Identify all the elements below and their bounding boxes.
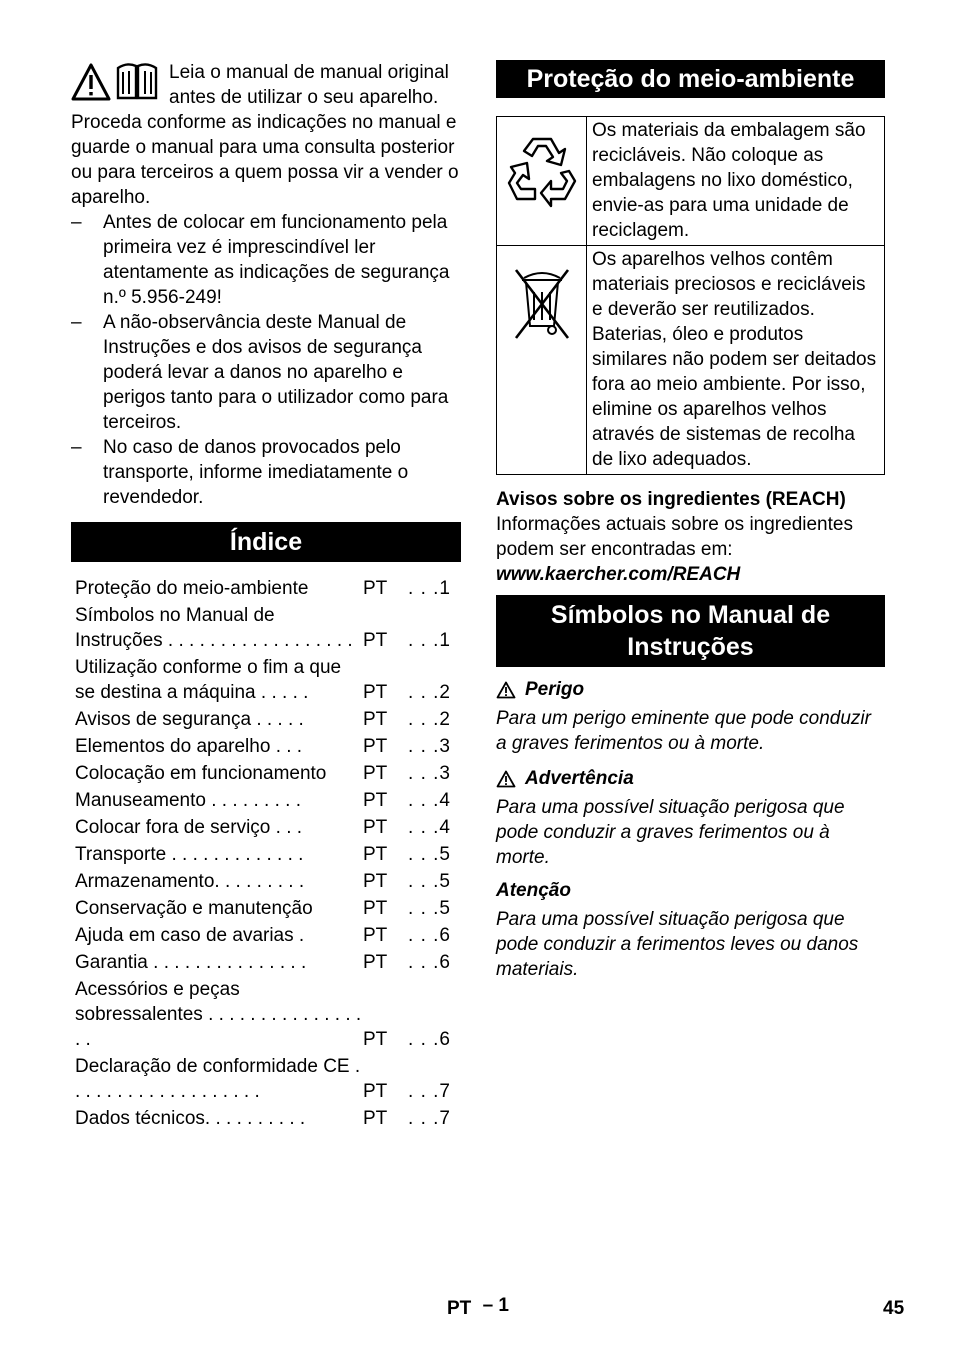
intro-text: Leia o manual de manual original antes de utilizar o seu aparelho. Proceda conforme as indicações no manual e guarde o manual para uma consulta posterior ou para terceiros a quem possa vir a vender o aparelho. <box>71 62 459 208</box>
toc-entry-lang: PT <box>363 763 388 784</box>
footer-lang: PT <box>447 1298 472 1319</box>
toc-entry-title: Dados técnicos. . . . . . . . . . <box>75 1108 306 1129</box>
toc-entry-title: Avisos de segurança . . . . . <box>75 709 304 730</box>
warning-triangle-icon <box>71 62 111 102</box>
intro-block <box>71 60 461 210</box>
toc-entry-lang: PT <box>363 630 388 651</box>
footer-page-label <box>447 1296 509 1321</box>
toc-entry[interactable] <box>75 869 457 894</box>
page-number: 45 <box>883 1298 905 1319</box>
toc-entry-title: Elementos do aparelho . . . <box>75 736 303 757</box>
toc-entry-lang: PT <box>363 682 388 703</box>
toc-entry-page: . . .4 <box>408 817 451 838</box>
toc-entry-lang: PT <box>363 844 388 865</box>
toc-entry-lang: PT <box>363 709 388 730</box>
toc-entry-lang: PT <box>363 925 388 946</box>
toc-entry-title: Utilização conforme o fim a que se destina a máquina . . . . . <box>75 657 342 703</box>
toc-entry-title: Garantia . . . . . . . . . . . . . . . <box>75 952 307 973</box>
environment-row <box>497 117 884 245</box>
toc-entry-lang: PT <box>363 790 388 811</box>
environment-text: Os materiais da embalagem são recicláveis. Não coloque as embalagens no lixo doméstico, envie-as para uma unidade de reciclagem. <box>592 120 866 241</box>
left-column <box>71 60 461 1133</box>
toc-entry-lang: PT <box>363 578 388 599</box>
toc-entry-title: Transporte . . . . . . . . . . . . . <box>75 844 304 865</box>
toc-entry-title: Acessórios e peças sobressalentes . . . . . . . . . . . . . . . . . <box>75 979 362 1050</box>
toc-entry-lang: PT <box>363 736 388 757</box>
toc-entry-page: . . .1 <box>408 630 451 651</box>
table-of-contents <box>75 576 457 1131</box>
toc-entry[interactable] <box>75 923 457 948</box>
toc-entry[interactable] <box>75 950 457 975</box>
crossed-bin-icon-cell <box>497 246 587 474</box>
toc-entry-title: Armazenamento. . . . . . . . . <box>75 871 305 892</box>
reach-link[interactable]: www.kaercher.com/REACH <box>496 564 741 585</box>
caution-text: Para uma possível situação perigosa que pode conduzir a ferimentos leves ou danos materiais. <box>496 909 859 980</box>
toc-entry-title: Colocação em funcionamento <box>75 763 327 784</box>
toc-entry-page: . . .4 <box>408 790 451 811</box>
toc-entry-lang: PT <box>363 817 388 838</box>
toc-entry[interactable] <box>75 707 457 732</box>
toc-entry-page: . . .1 <box>408 578 451 599</box>
danger-title <box>496 677 885 702</box>
toc-entry-lang: PT <box>363 1108 388 1129</box>
reach-section <box>496 487 885 587</box>
toc-entry-page: . . .5 <box>408 844 451 865</box>
intro-bullets <box>71 210 461 510</box>
environment-row <box>497 245 884 474</box>
warning-triangle-icon <box>496 770 516 788</box>
toc-entry-lang: PT <box>363 1081 388 1102</box>
toc-entry-page: . . .2 <box>408 709 451 730</box>
toc-entry-title: Manuseamento . . . . . . . . . <box>75 790 301 811</box>
toc-entry[interactable] <box>75 842 457 867</box>
environment-text: Os aparelhos velhos contêm materiais preciosos e recicláveis e deverão ser reutilizados. Baterias, óleo e produtos similares não podem ser deitados fora ao meio ambiente. Por isso, elimine os aparelhos velhos através de sistemas de recolha de lixo adequados. <box>592 249 877 470</box>
toc-entry-lang: PT <box>363 1029 388 1050</box>
toc-entry-page: . . .5 <box>408 871 451 892</box>
reach-text: Informações actuais sobre os ingredientes podem ser encontradas em: <box>496 514 853 560</box>
warning-triangle-icon <box>496 681 516 699</box>
bullet-item: – A não-observância deste Manual de Instruções e dos avisos de segurança poderá levar a danos no aparelho e perigos tanto para o utilizador como para terceiros. <box>71 310 461 435</box>
intro-icons <box>71 62 161 106</box>
toc-entry-lang: PT <box>363 871 388 892</box>
environment-heading: Proteção do meio-ambiente <box>496 60 885 98</box>
toc-entry-page: . . .3 <box>408 736 451 757</box>
toc-entry[interactable] <box>75 734 457 759</box>
footer-dash-page: – 1 <box>482 1295 509 1316</box>
toc-entry-lang: PT <box>363 898 388 919</box>
danger-text: Para um perigo eminente que pode conduzir a graves ferimentos ou à morte. <box>496 708 871 754</box>
toc-entry[interactable] <box>75 761 457 786</box>
recycle-icon-cell <box>497 117 587 245</box>
toc-entry[interactable] <box>75 815 457 840</box>
toc-entry-page: . . .6 <box>408 1029 451 1050</box>
toc-entry-title: Declaração de conformidade CE . . . . . . . . . . . . . . . . . . . <box>75 1056 361 1102</box>
toc-entry[interactable] <box>75 576 457 601</box>
crossed-bin-icon <box>510 262 574 342</box>
toc-entry[interactable] <box>75 896 457 921</box>
danger-label: Perigo <box>525 679 585 700</box>
bullet-item: – No caso de danos provocados pelo transporte, informe imediatamente o revendedor. <box>71 435 461 510</box>
caution-title: Atenção <box>496 880 571 901</box>
recycle-icon <box>505 129 579 209</box>
toc-entry-page: . . .5 <box>408 898 451 919</box>
warning-text: Para uma possível situação perigosa que pode conduzir a graves ferimentos ou à morte. <box>496 797 845 868</box>
reach-title: Avisos sobre os ingredientes (REACH) <box>496 489 846 510</box>
toc-entry[interactable] <box>75 603 457 653</box>
symbols-heading: Símbolos no Manual de Instruções <box>496 595 885 667</box>
index-heading: Índice <box>71 522 461 562</box>
toc-entry[interactable] <box>75 1054 457 1104</box>
warning-title <box>496 766 885 791</box>
toc-entry-page: . . .2 <box>408 682 451 703</box>
toc-entry[interactable] <box>75 655 457 705</box>
toc-entry-lang: PT <box>363 952 388 973</box>
toc-entry-page: . . .7 <box>408 1108 451 1129</box>
toc-entry-title: Símbolos no Manual de Instruções . . . . . . . . . . . . . . . . . . <box>75 605 353 651</box>
toc-entry-page: . . .3 <box>408 763 451 784</box>
toc-entry-title: Colocar fora de serviço . . . <box>75 817 303 838</box>
toc-entry-page: . . .6 <box>408 952 451 973</box>
toc-entry-page: . . .7 <box>408 1081 451 1102</box>
toc-entry-title: Ajuda em caso de avarias . <box>75 925 305 946</box>
toc-entry-title: Proteção do meio-ambiente <box>75 578 309 599</box>
read-manual-book-icon <box>115 62 159 102</box>
bullet-item: – Antes de colocar em funcionamento pela primeira vez é imprescindível ler atentamente as indicações de segurança n.º 5.956-249! <box>71 210 461 310</box>
toc-entry[interactable] <box>75 1106 457 1131</box>
toc-entry-title: Conservação e manutenção <box>75 898 313 919</box>
environment-table <box>496 116 885 475</box>
toc-entry-page: . . .6 <box>408 925 451 946</box>
right-column <box>496 60 885 982</box>
toc-entry[interactable] <box>75 788 457 813</box>
toc-entry[interactable] <box>75 977 457 1052</box>
warning-label: Advertência <box>525 768 634 789</box>
